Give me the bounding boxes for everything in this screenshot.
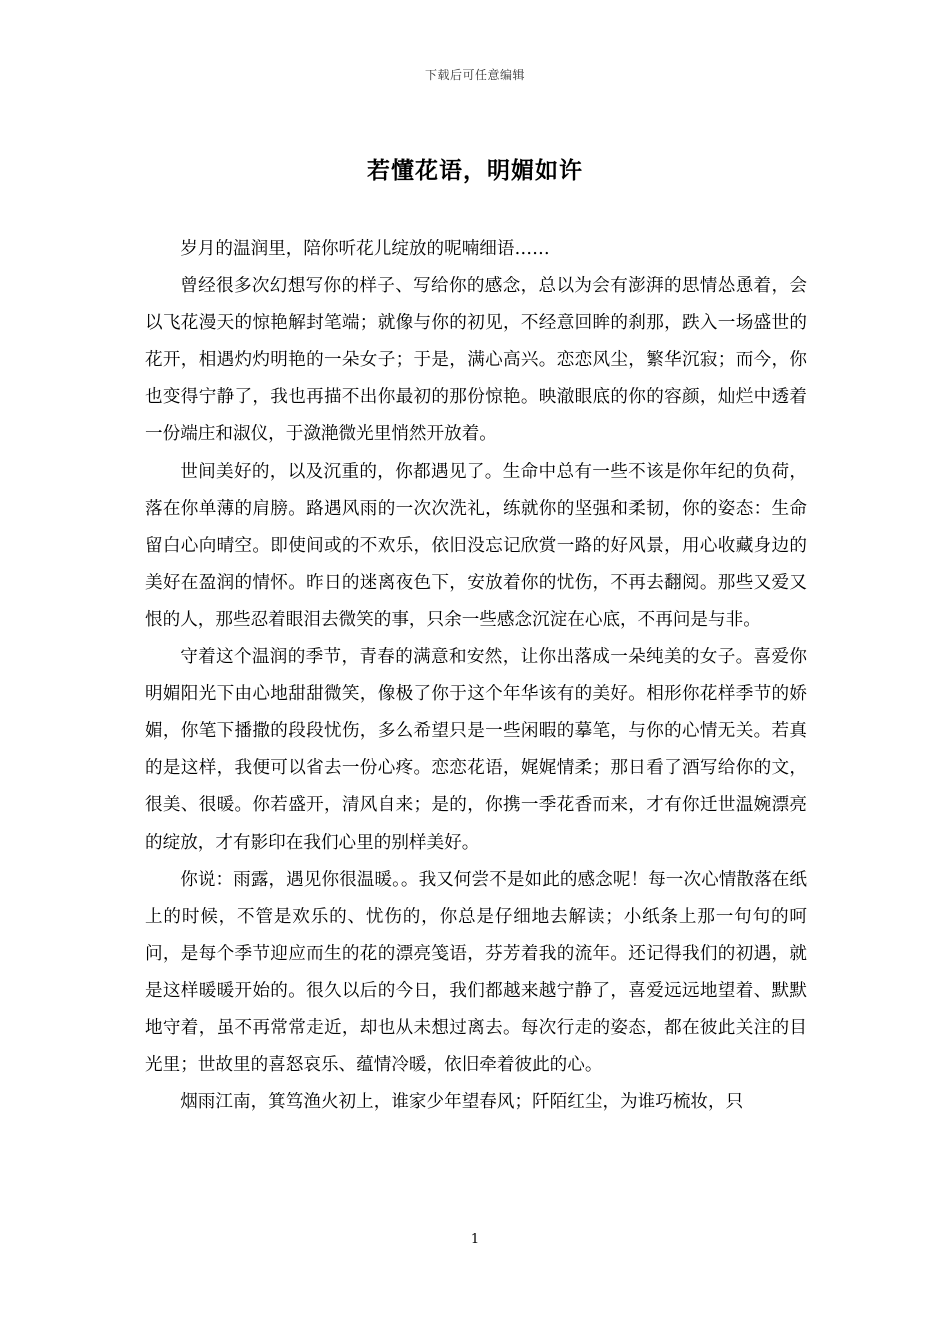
page-number: 1	[470, 1232, 480, 1247]
page-header: 下载后可任意编辑	[424, 68, 525, 82]
document-body	[145, 231, 807, 1121]
paragraph: 守着这个温润的季节，青春的满意和安然，让你出落成一朵纯美的女子。喜爱你明媚阳光下由心地甜甜微笑，像极了你于这个年华该有的美好。相形你花样季节的娇媚，你笔下播撒的段段忧伤，多么希望只是一些闲暇的摹笔，与你的心情无关。若真的是这样，我便可以省去一份心疼。恋恋花语，娓娓情柔；那日看了酒写给你的文，很美、很暖。你若盛开，清风自来；是的，你携一季花香而来，才有你迁世温婉漂亮的绽放，才有影印在我们心里的别样美好。	[145, 647, 807, 853]
paragraph: 你说：雨露，遇见你很温暖。。我又何尝不是如此的感念呢！每一次心情散落在纸上的时候，不管是欢乐的、忧伤的，你总是仔细地去解读；小纸条上那一句句的呵问，是每个季节迎应而生的花的漂亮笺语，芬芳着我的流年。还记得我们的初遇，就是这样暖暖开始的。很久以后的今日，我们都越来越宁静了，喜爱远远地望着、默默地守着，虽不再常常走近，却也从未想过离去。每次行走的姿态，都在彼此关注的目光里；世故里的喜怒哀乐、蕴情冷暖，依旧牵着彼此的心。	[145, 869, 807, 1076]
paragraph: 世间美好的，以及沉重的，你都遇见了。生命中总有一些不该是你年纪的负荷，落在你单薄的肩膀。路遇风雨的一次次洗礼，练就你的坚强和柔韧，你的姿态：生命留白心向晴空。即使间或的不欢乐，依旧没忘记欣赏一路的好风景，用心收藏身边的美好在盈润的情怀。昨日的迷离夜色下，安放着你的忧伤，不再去翻阅。那些又爱又恨的人，那些忍着眼泪去微笑的事，只余一些感念沉淀在心底，不再问是与非。	[145, 461, 807, 630]
paragraph: 烟雨江南，箕笃渔火初上，谁家少年望春风；阡陌红尘，为谁巧梳妆，只	[180, 1092, 744, 1113]
document-title: 若懂花语，明媚如许	[367, 157, 583, 184]
paragraph: 岁月的温润里，陪你听花儿绽放的呢喃细语……	[180, 239, 550, 259]
paragraph: 曾经很多次幻想写你的样子、写给你的感念，总以为会有澎湃的思情怂恿着，会以飞花漫天的惊艳解封笔端；就像与你的初见，不经意回眸的刹那，跌入一场盛世的花开，相遇灼灼明艳的一朵女子；于是，满心高兴。恋恋风尘，繁华沉寂；而今，你也变得宁静了，我也再描不出你最初的那份惊艳。映澈眼底的你的容颜，灿烂中透着一份端庄和淑仪，于潋滟微光里悄然开放着。	[145, 276, 807, 445]
